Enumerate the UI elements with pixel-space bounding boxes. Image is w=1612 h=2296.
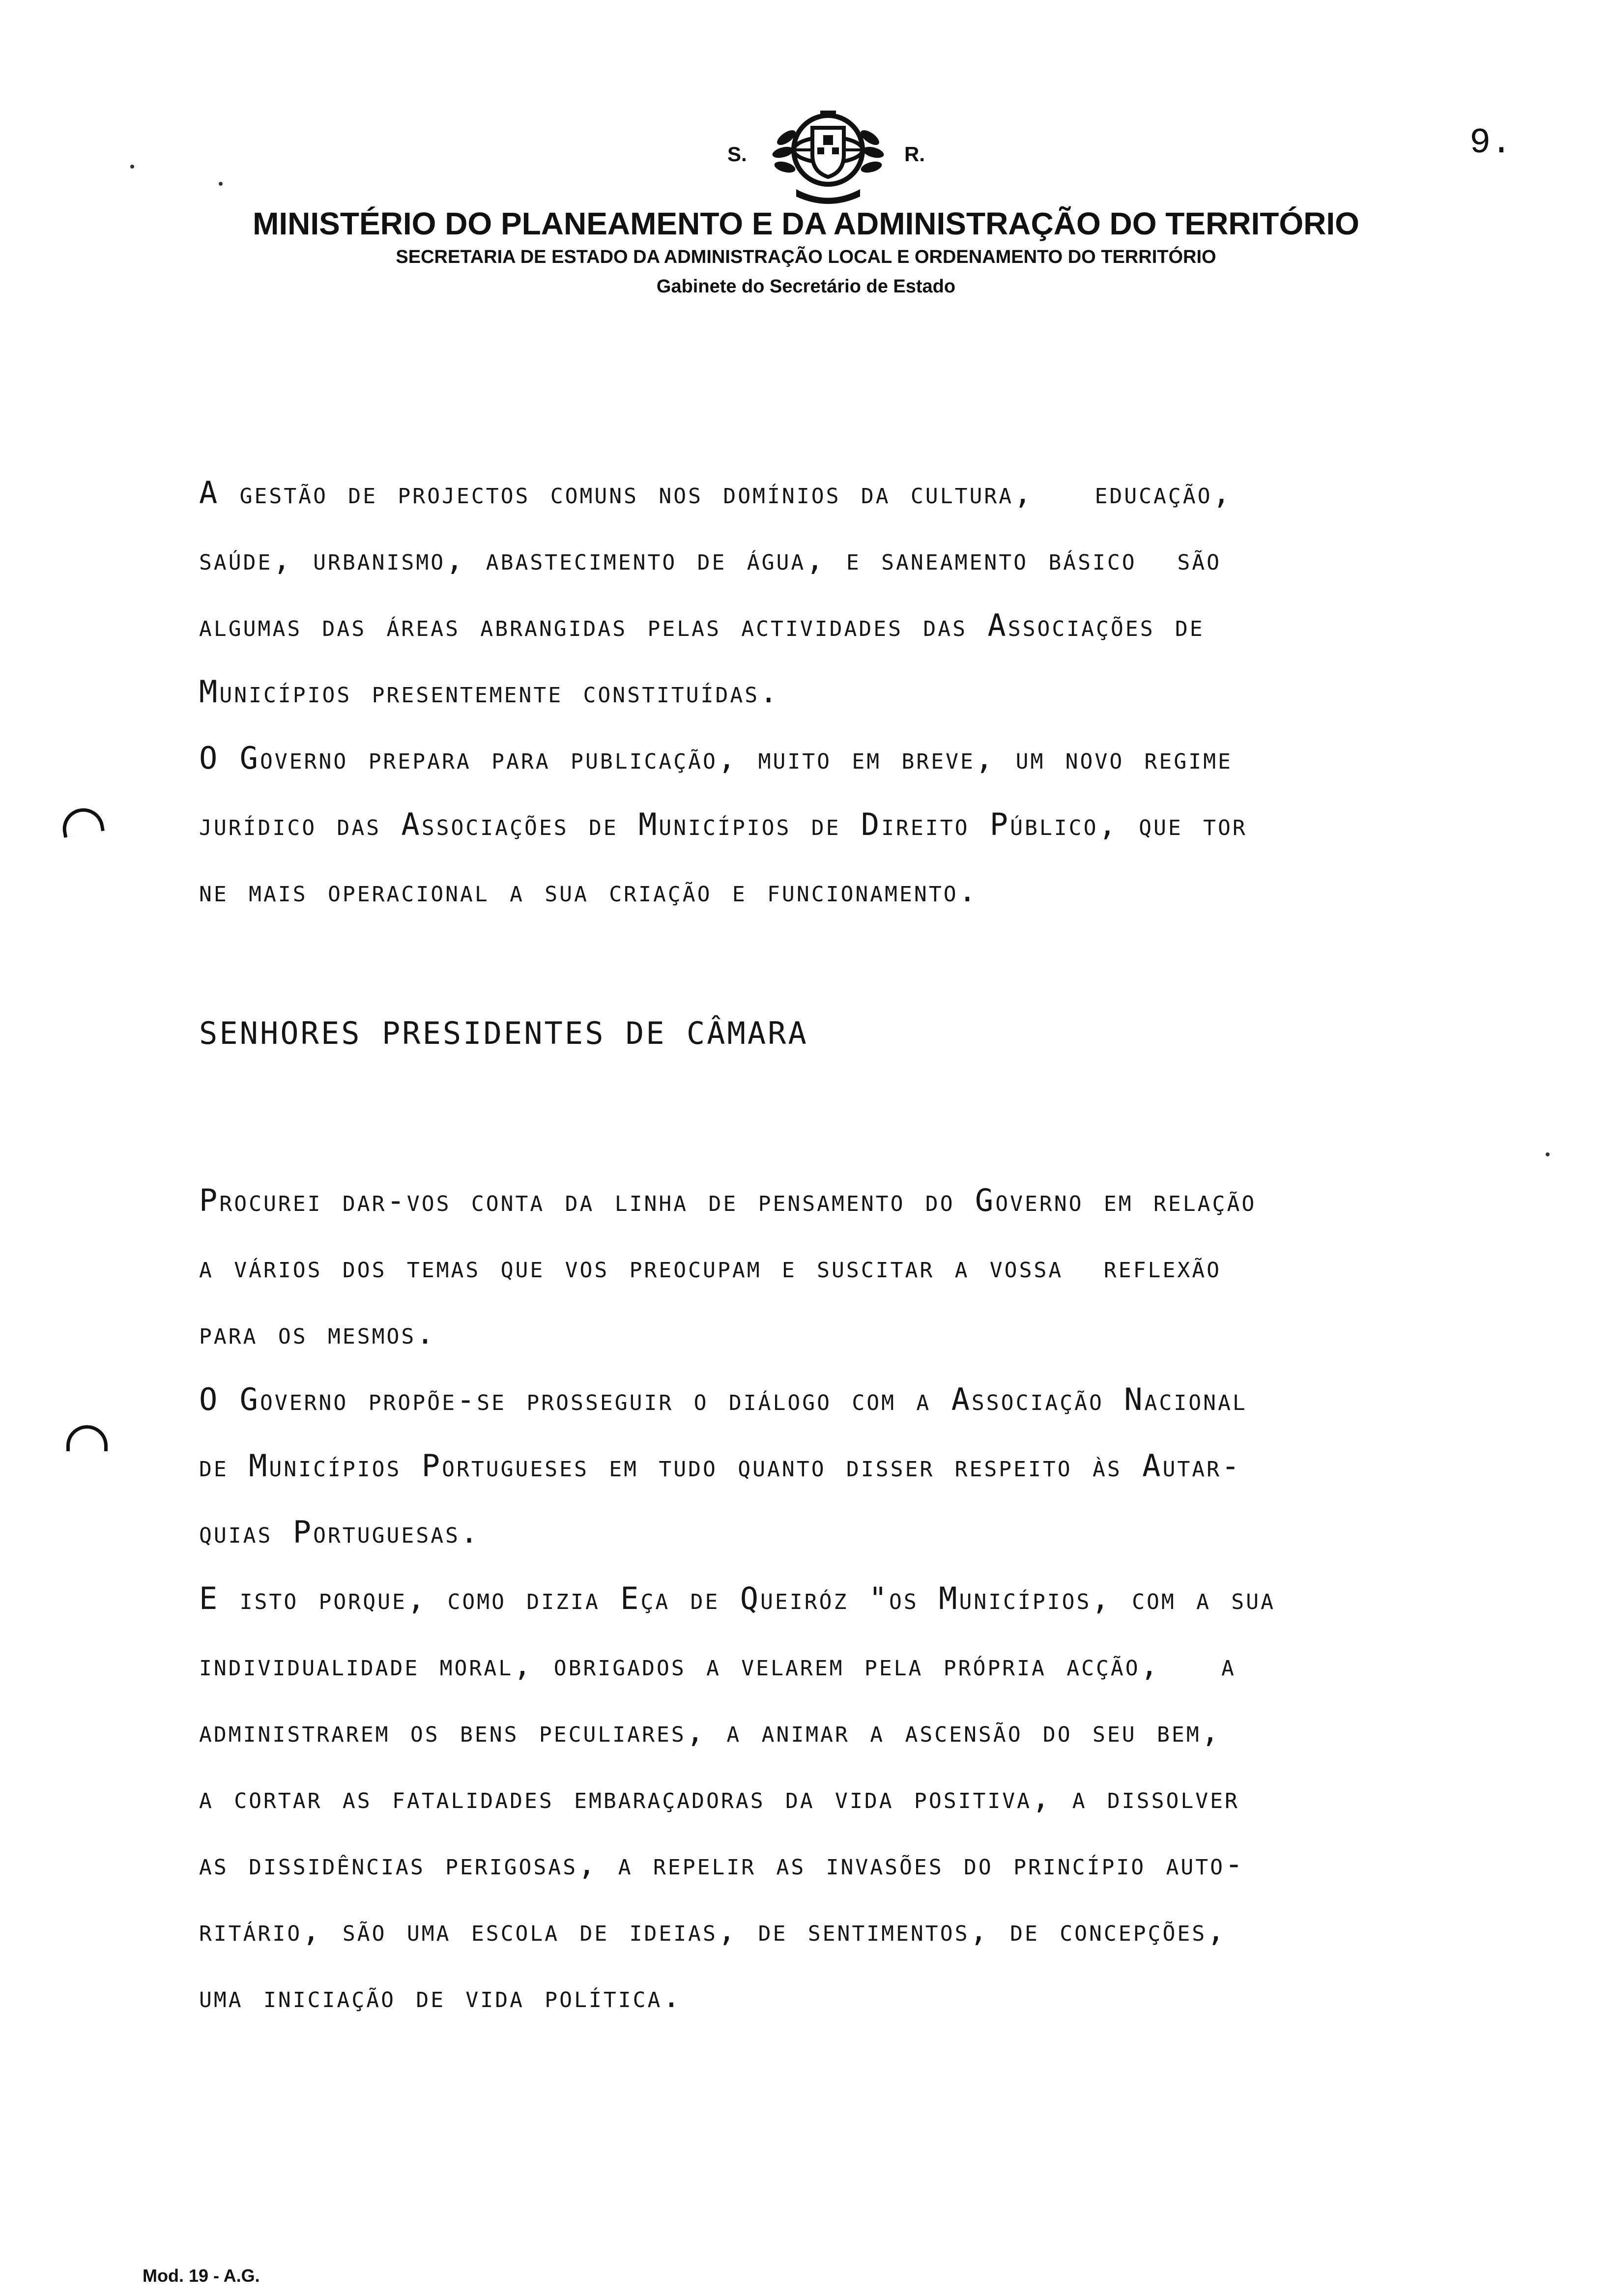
text-line: quias Portuguesas. <box>199 1514 481 1550</box>
text-line: ritário, são uma escola de ideias, de sentimentos, de concepções, <box>199 1912 1227 1948</box>
heading-text: SENHORES PRESIDENTES DE CÂMARA <box>199 1015 808 1051</box>
text-line: as dissidências perigosas, a repelir as invasões do princípio auto- <box>199 1846 1245 1882</box>
binder-hole-mark <box>66 1425 108 1451</box>
page-number: 9. <box>1469 123 1512 163</box>
gabinete-subtitle: Gabinete do Secretário de Estado <box>656 276 956 297</box>
text-line: a cortar as fatalidades embaraçadoras da vida positiva, a dissolver <box>199 1779 1239 1815</box>
text-line: a vários dos temas que vos preocupam e suscitar a vossa reflexão <box>199 1249 1221 1285</box>
paragraph-block-1 <box>199 459 1560 924</box>
text-line: algumas das áreas abrangidas pelas actividades das Associações de <box>199 607 1205 643</box>
text-line: administrarem os bens peculiares, a animar a ascensão do seu bem, <box>199 1713 1221 1749</box>
text-line: Municípios presentemente constituídas. <box>199 674 780 710</box>
ministry-title: MINISTÉRIO DO PLANEAMENTO E DA ADMINISTRAÇÃO DO TERRITÓRIO <box>253 206 1359 241</box>
paragraph-block-2 <box>199 1167 1560 2030</box>
scan-speck <box>219 182 223 186</box>
coat-of-arms-icon <box>769 108 887 206</box>
section-heading <box>199 1000 1560 1066</box>
text-line: uma iniciação de vida política. <box>199 1979 683 2014</box>
text-line: jurídico das Associações de Municípios de Direito Público, que tor <box>199 806 1247 842</box>
text-line: O Governo prepara para publicação, muito em breve, um novo regime <box>199 740 1233 776</box>
text-line: de Municípios Portugueses em tudo quanto disser respeito às Autar- <box>199 1448 1242 1484</box>
text-line: ne mais operacional a sua criação e funcionamento. <box>199 873 979 909</box>
text-line: saúde, urbanismo, abastecimento de água, e saneamento básico são <box>199 541 1221 577</box>
form-code: Mod. 19 - A.G. <box>143 2266 260 2286</box>
seal-left-letter: S. <box>727 143 747 166</box>
text-line: individualidade moral, obrigados a velarem pela própria acção, a <box>199 1647 1236 1683</box>
seal-right-letter: R. <box>904 143 925 166</box>
seal-row <box>0 108 1612 206</box>
text-line: A gestão de projectos comuns nos domínios da cultura, educação, <box>199 475 1233 511</box>
text-line: E isto porque, como dizia Eça de Queiróz "os Municípios, com a sua <box>199 1580 1275 1616</box>
text-line: O Governo propõe-se prosseguir o diálogo com a Associação Nacional <box>199 1381 1247 1417</box>
binder-hole-mark <box>59 805 105 838</box>
scan-speck <box>1546 1152 1550 1156</box>
scan-speck <box>130 165 134 169</box>
text-line: para os mesmos. <box>199 1315 436 1351</box>
secretaria-subtitle: SECRETARIA DE ESTADO DA ADMINISTRAÇÃO LOCAL E ORDENAMENTO DO TERRITÓRIO <box>396 247 1216 267</box>
text-line: Procurei dar-vos conta da linha de pensamento do Governo em relação <box>199 1182 1257 1218</box>
